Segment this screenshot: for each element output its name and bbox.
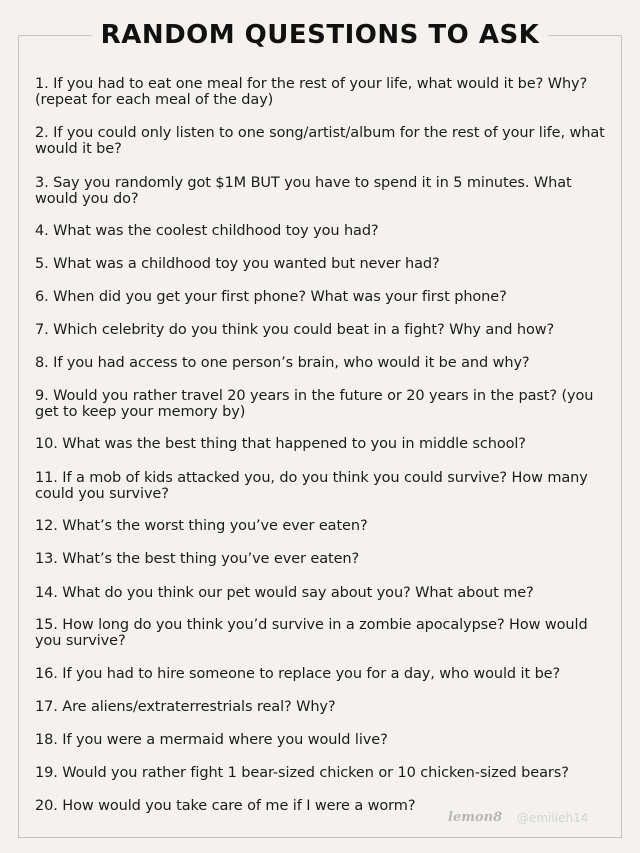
- question-item-4: 4. What was the coolest childhood toy you had?: [35, 223, 379, 239]
- question-item-10: 10. What was the best thing that happened to you in middle school?: [35, 436, 526, 452]
- question-item-12: 12. What’s the worst thing you’ve ever eaten?: [35, 518, 368, 534]
- question-item-9: 9. Would you rather travel 20 years in the future or 20 years in the past? (you get to keep your memory by): [35, 388, 594, 420]
- question-item-15: 15. How long do you think you’d survive in a zombie apocalypse? How would you survive?: [35, 617, 588, 649]
- question-item-6: 6. When did you get your first phone? What was your first phone?: [35, 289, 507, 305]
- question-item-20: 20. How would you take care of me if I were a worm?: [35, 798, 416, 814]
- question-item-1: 1. If you had to eat one meal for the rest of your life, what would it be? Why? (repeat for each meal of the day): [35, 76, 588, 108]
- question-item-3: 3. Say you randomly got $1M BUT you have to spend it in 5 minutes. What would you do?: [35, 175, 572, 207]
- question-item-19: 19. Would you rather fight 1 bear-sized chicken or 10 chicken-sized bears?: [35, 765, 569, 781]
- lemon8-watermark: lemon8: [448, 810, 503, 825]
- question-item-5: 5. What was a childhood toy you wanted but never had?: [35, 256, 440, 272]
- page-title: RANDOM QUESTIONS TO ASK: [92, 14, 548, 56]
- question-item-13: 13. What’s the best thing you’ve ever eaten?: [35, 551, 360, 567]
- question-item-11: 11. If a mob of kids attacked you, do you think you could survive? How many could you survive?: [35, 470, 588, 502]
- question-item-8: 8. If you had access to one person’s brain, who would it be and why?: [35, 355, 530, 371]
- question-item-17: 17. Are aliens/extraterrestrials real? Why?: [35, 699, 336, 715]
- question-item-16: 16. If you had to hire someone to replace you for a day, who would it be?: [35, 666, 561, 682]
- creator-handle: @emilieh14: [517, 811, 589, 825]
- question-item-7: 7. Which celebrity do you think you could beat in a fight? Why and how?: [35, 322, 555, 338]
- question-item-18: 18. If you were a mermaid where you would live?: [35, 732, 388, 748]
- question-item-2: 2. If you could only listen to one song/artist/album for the rest of your life, what would it be?: [35, 125, 605, 157]
- question-item-14: 14. What do you think our pet would say about you? What about me?: [35, 585, 534, 601]
